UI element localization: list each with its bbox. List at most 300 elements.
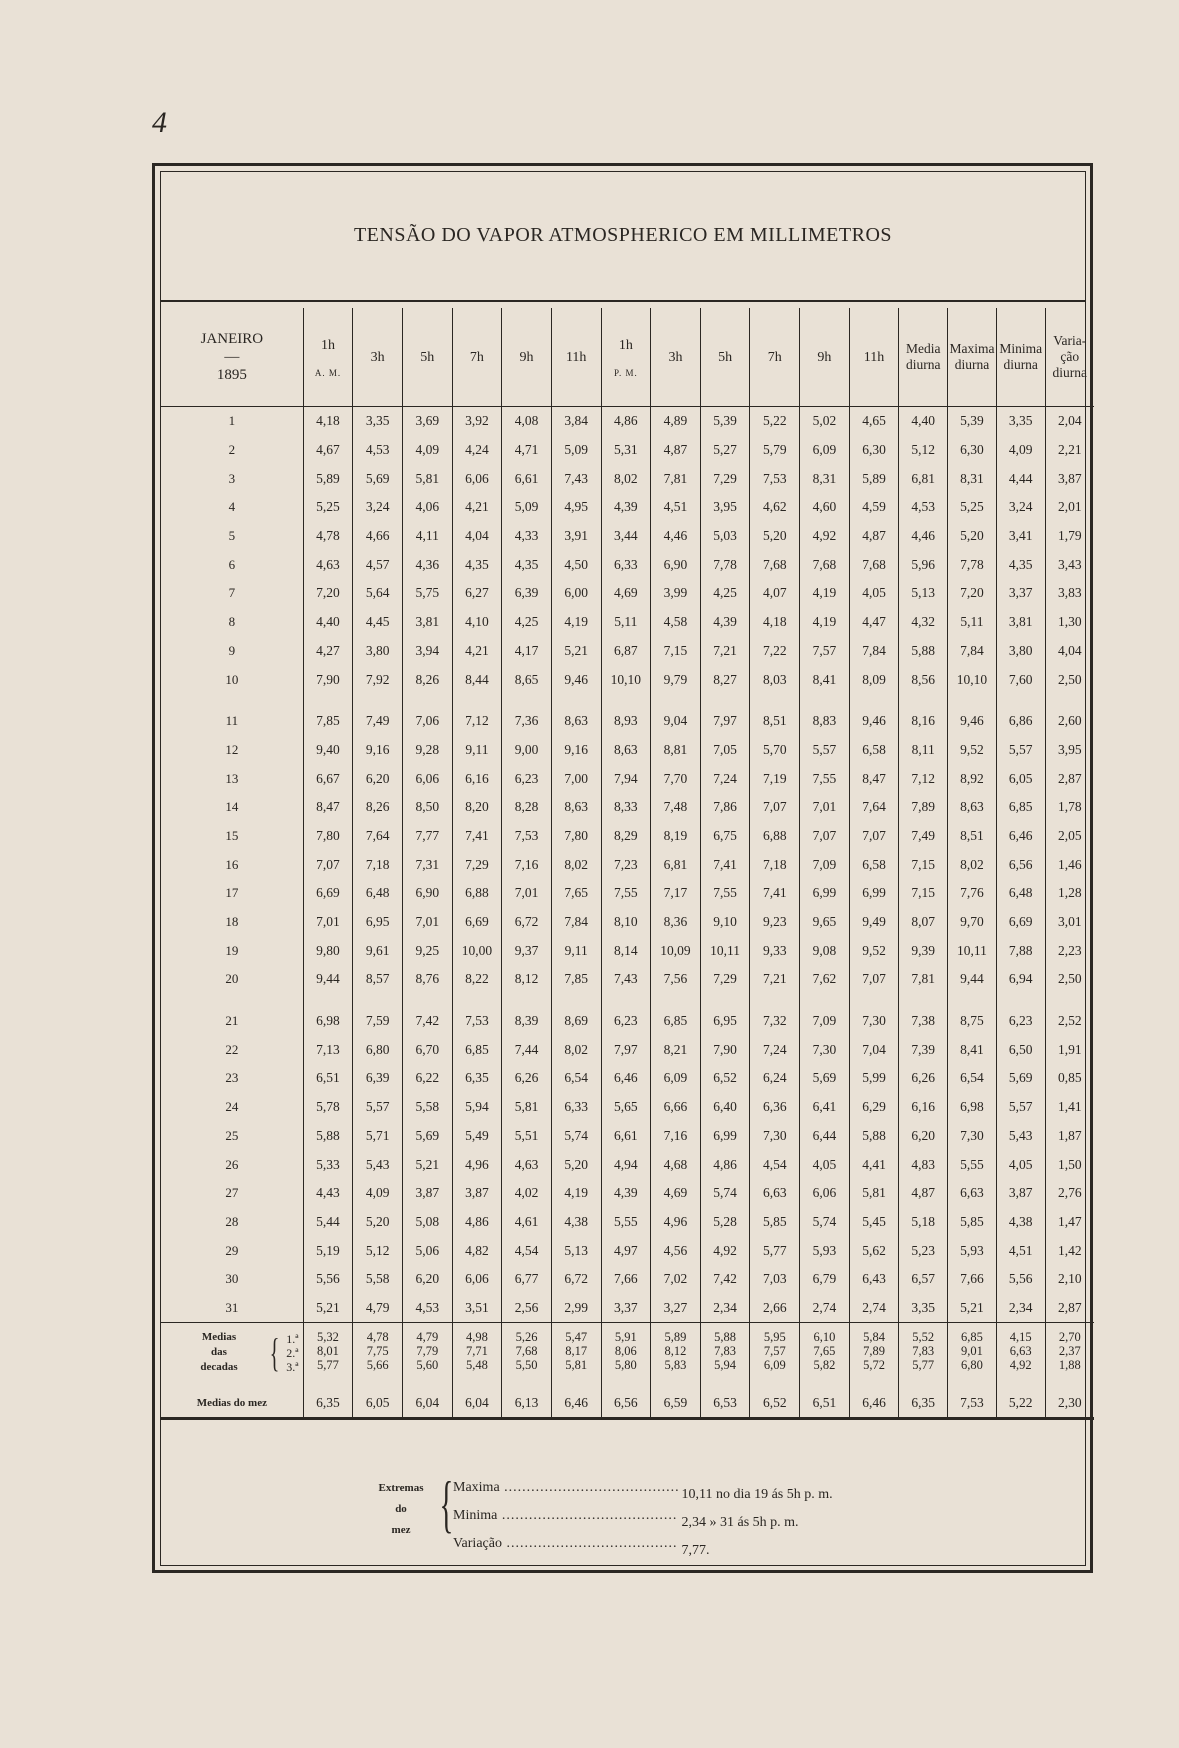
value-cell: 4,33 (502, 522, 552, 551)
value-cell: 8,27 (700, 665, 750, 694)
value-cell: 6,41 (800, 1093, 850, 1122)
day-cell: 10 (225, 671, 239, 687)
value-cell: 9,49 (849, 908, 899, 937)
value-cell: 6,00 (551, 579, 601, 608)
value-cell: 7,53 (750, 464, 800, 493)
value-cell: 3,80 (353, 637, 403, 666)
extreme-maxima: Maxima ..... 10,11 no dia 19 ás 5h p. m. (453, 1477, 833, 1505)
value-cell: 6,58 (849, 736, 899, 765)
value-cell: 7,24 (750, 1035, 800, 1064)
value-cell: 6,35 (452, 1064, 502, 1093)
value-cell: 5,22 (750, 407, 800, 436)
day-cell: 24 (225, 1099, 239, 1115)
value-cell: 6,06 (452, 1265, 502, 1294)
value-cell: 4,04 (1045, 637, 1094, 666)
value-cell: 7,78 (948, 550, 997, 579)
value-cell: 9,65 (800, 908, 850, 937)
value-cell: 5,18 (899, 1208, 948, 1237)
value-cell: 9,00 (502, 736, 552, 765)
month-mean-cell: 2,30 (1045, 1378, 1094, 1418)
value-cell: 9,40 (303, 736, 353, 765)
value-cell: 9,37 (502, 936, 552, 965)
value-cell: 8,14 (601, 936, 651, 965)
value-cell: 5,81 (402, 464, 452, 493)
value-cell: 2,60 (1045, 694, 1094, 736)
year-label: 1895 (216, 367, 247, 383)
value-cell: 8,50 (402, 793, 452, 822)
value-cell: 7,07 (849, 822, 899, 851)
value-cell: 6,94 (996, 965, 1045, 994)
day-cell: 16 (225, 856, 239, 872)
month-means-label: Medias do mez (161, 1378, 303, 1418)
day-cell: 18 (225, 914, 239, 930)
value-cell: 8,26 (402, 665, 452, 694)
value-cell: 7,64 (353, 822, 403, 851)
value-cell: 7,85 (551, 965, 601, 994)
value-cell: 6,23 (502, 764, 552, 793)
decade-mean-cell: 5,95 7,57 6,09 (750, 1323, 800, 1379)
value-cell: 6,54 (551, 1064, 601, 1093)
value-cell: 7,07 (800, 822, 850, 851)
value-cell: 6,85 (996, 793, 1045, 822)
value-cell: 5,13 (551, 1236, 601, 1265)
value-cell: 7,80 (303, 822, 353, 851)
value-cell: 4,39 (601, 493, 651, 522)
value-cell: 1,47 (1045, 1208, 1094, 1237)
value-cell: 7,90 (700, 1035, 750, 1064)
value-cell: 6,72 (502, 908, 552, 937)
table-row (161, 1093, 1094, 1122)
value-cell: 4,38 (996, 1208, 1045, 1237)
value-cell: 7,81 (651, 464, 701, 493)
value-cell: 8,63 (601, 736, 651, 765)
value-cell: 8,44 (452, 665, 502, 694)
value-cell: 7,18 (750, 850, 800, 879)
value-cell: 8,11 (899, 736, 948, 765)
page-title: TENSÃO DO VAPOR ATMOSPHERICO EM MILLIMETROS (353, 224, 893, 246)
value-cell: 5,51 (502, 1122, 552, 1151)
month-mean-cell: 7,53 (948, 1378, 997, 1418)
value-cell: 7,09 (800, 850, 850, 879)
table-row (161, 1150, 1094, 1179)
value-cell: 8,02 (601, 464, 651, 493)
value-cell: 4,69 (651, 1179, 701, 1208)
value-cell: 7,41 (700, 850, 750, 879)
value-cell: 6,95 (353, 908, 403, 937)
day-cell: 3 (228, 470, 236, 486)
value-cell: 6,09 (651, 1064, 701, 1093)
value-cell: 4,19 (551, 608, 601, 637)
brace-icon: { (439, 1468, 454, 1539)
value-cell: 7,68 (849, 550, 899, 579)
value-cell: 3,51 (452, 1294, 502, 1323)
value-cell: 4,38 (551, 1208, 601, 1237)
value-cell: 7,97 (700, 694, 750, 736)
value-cell: 6,85 (452, 1035, 502, 1064)
value-cell: 7,57 (800, 637, 850, 666)
value-cell: 7,12 (452, 694, 502, 736)
value-cell: 7,39 (899, 1035, 948, 1064)
value-cell: 7,68 (750, 550, 800, 579)
value-cell: 3,94 (402, 637, 452, 666)
value-cell: 4,10 (452, 608, 502, 637)
value-cell: 7,32 (750, 994, 800, 1036)
table-row (161, 736, 1094, 765)
value-cell: 5,71 (353, 1122, 403, 1151)
value-cell: 6,69 (303, 879, 353, 908)
value-cell: 8,22 (452, 965, 502, 994)
day-cell: 2 (228, 442, 236, 458)
value-cell: 4,87 (651, 436, 701, 465)
value-cell: 4,17 (502, 637, 552, 666)
value-cell: 6,99 (800, 879, 850, 908)
value-cell: 7,88 (996, 936, 1045, 965)
value-cell: 6,44 (800, 1122, 850, 1151)
value-cell: 7,02 (651, 1265, 701, 1294)
value-cell: 2,76 (1045, 1179, 1094, 1208)
hour-header: 11h (849, 308, 899, 407)
value-cell: 4,46 (651, 522, 701, 551)
value-cell: 4,24 (452, 436, 502, 465)
value-cell: 8,63 (551, 694, 601, 736)
value-cell: 7,16 (502, 850, 552, 879)
value-cell: 4,25 (502, 608, 552, 637)
value-cell: 10,10 (948, 665, 997, 694)
value-cell: 7,41 (452, 822, 502, 851)
value-cell: 7,07 (750, 793, 800, 822)
value-cell: 6,88 (750, 822, 800, 851)
value-cell: 5,74 (700, 1179, 750, 1208)
value-cell: 5,88 (899, 637, 948, 666)
decade-mean-cell: 5,84 7,89 5,72 (849, 1323, 899, 1379)
value-cell: 7,44 (502, 1035, 552, 1064)
value-cell: 4,51 (996, 1236, 1045, 1265)
value-cell: 6,40 (700, 1093, 750, 1122)
value-cell: 8,36 (651, 908, 701, 937)
value-cell: 6,86 (996, 694, 1045, 736)
value-cell: 2,04 (1045, 407, 1094, 436)
value-cell: 5,39 (948, 407, 997, 436)
value-cell: 5,44 (303, 1208, 353, 1237)
value-cell: 4,62 (750, 493, 800, 522)
day-cell: 30 (225, 1271, 239, 1287)
value-cell: 4,35 (452, 550, 502, 579)
value-cell: 7,62 (800, 965, 850, 994)
value-cell: 6,61 (601, 1122, 651, 1151)
value-cell: 2,52 (1045, 994, 1094, 1036)
value-cell: 5,81 (502, 1093, 552, 1122)
month-label: JANEIRO (200, 331, 264, 347)
value-cell: 5,09 (502, 493, 552, 522)
value-cell: 4,61 (502, 1208, 552, 1237)
day-cell: 27 (225, 1185, 239, 1201)
value-cell: 4,87 (899, 1179, 948, 1208)
value-cell: 6,70 (402, 1035, 452, 1064)
value-cell: 7,23 (601, 850, 651, 879)
value-cell: 5,79 (750, 436, 800, 465)
value-cell: 4,86 (700, 1150, 750, 1179)
value-cell: 5,75 (402, 579, 452, 608)
value-cell: 5,74 (551, 1122, 601, 1151)
value-cell: 8,26 (353, 793, 403, 822)
table-row (161, 1064, 1094, 1093)
value-cell: 6,23 (996, 994, 1045, 1036)
value-cell: 9,44 (303, 965, 353, 994)
value-cell: 2,21 (1045, 436, 1094, 465)
value-cell: 4,92 (700, 1236, 750, 1265)
value-cell: 8,02 (551, 850, 601, 879)
value-cell: 4,40 (303, 608, 353, 637)
value-cell: 8,19 (651, 822, 701, 851)
value-cell: 8,33 (601, 793, 651, 822)
value-cell: 4,71 (502, 436, 552, 465)
value-cell: 10,00 (452, 936, 502, 965)
value-cell: 9,79 (651, 665, 701, 694)
value-cell: 7,92 (353, 665, 403, 694)
value-cell: 1,91 (1045, 1035, 1094, 1064)
value-cell: 1,30 (1045, 608, 1094, 637)
value-cell: 5,85 (948, 1208, 997, 1237)
day-cell: 11 (225, 713, 239, 729)
hour-header: 7h (750, 308, 800, 407)
value-cell: 5,11 (948, 608, 997, 637)
value-cell: 7,01 (303, 908, 353, 937)
value-cell: 5,11 (601, 608, 651, 637)
hour-header: 11h (551, 308, 601, 407)
value-cell: 4,18 (750, 608, 800, 637)
value-cell: 7,85 (303, 694, 353, 736)
value-cell: 6,77 (502, 1265, 552, 1294)
pm-label: P. M. (613, 367, 638, 378)
value-cell: 9,52 (948, 736, 997, 765)
value-cell: 5,89 (849, 464, 899, 493)
value-cell: 4,68 (651, 1150, 701, 1179)
month-mean-cell: 6,35 (303, 1378, 353, 1418)
decade-mean-cell: 5,91 8,06 5,80 (601, 1323, 651, 1379)
value-cell: 3,44 (601, 522, 651, 551)
value-cell: 7,43 (601, 965, 651, 994)
value-cell: 4,60 (800, 493, 850, 522)
value-cell: 7,53 (452, 994, 502, 1036)
value-cell: 9,08 (800, 936, 850, 965)
value-cell: 3,01 (1045, 908, 1094, 937)
value-cell: 4,66 (353, 522, 403, 551)
table-row (161, 850, 1094, 879)
value-cell: 6,20 (353, 764, 403, 793)
value-cell: 5,20 (551, 1150, 601, 1179)
value-cell: 7,60 (996, 665, 1045, 694)
value-cell: 5,28 (700, 1208, 750, 1237)
value-cell: 7,49 (353, 694, 403, 736)
value-cell: 5,25 (948, 493, 997, 522)
value-cell: 5,70 (750, 736, 800, 765)
value-cell: 5,81 (849, 1179, 899, 1208)
value-cell: 4,96 (651, 1208, 701, 1237)
value-cell: 7,84 (551, 908, 601, 937)
value-cell: 2,34 (700, 1294, 750, 1323)
month-mean-cell: 6,52 (750, 1378, 800, 1418)
value-cell: 9,23 (750, 908, 800, 937)
value-cell: 8,81 (651, 736, 701, 765)
table-row (161, 464, 1094, 493)
month-mean-cell: 6,53 (700, 1378, 750, 1418)
value-cell: 7,15 (899, 850, 948, 879)
value-cell: 5,69 (800, 1064, 850, 1093)
table-row (161, 522, 1094, 551)
value-cell: 5,88 (849, 1122, 899, 1151)
value-cell: 10,10 (601, 665, 651, 694)
value-cell: 4,94 (601, 1150, 651, 1179)
value-cell: 4,53 (402, 1294, 452, 1323)
decade-mean-cell: 5,26 7,68 5,50 (502, 1323, 552, 1379)
value-cell: 7,15 (899, 879, 948, 908)
value-cell: 2,56 (502, 1294, 552, 1323)
value-cell: 5,19 (303, 1236, 353, 1265)
value-cell: 6,06 (402, 764, 452, 793)
table-row (161, 1236, 1094, 1265)
table-row (161, 407, 1094, 436)
value-cell: 6,81 (899, 464, 948, 493)
value-cell: 8,41 (948, 1035, 997, 1064)
value-cell: 4,32 (899, 608, 948, 637)
value-cell: 9,16 (353, 736, 403, 765)
value-cell: 4,47 (849, 608, 899, 637)
decade-mean-cell: 4,79 7,79 5,60 (402, 1323, 452, 1379)
value-cell: 7,84 (948, 637, 997, 666)
table-row (161, 908, 1094, 937)
month-means-row (161, 1378, 1094, 1418)
hour-header: 9h (800, 308, 850, 407)
value-cell: 9,70 (948, 908, 997, 937)
value-cell: 9,61 (353, 936, 403, 965)
value-cell: 3,81 (996, 608, 1045, 637)
day-cell: 28 (225, 1213, 239, 1229)
decade-mean-cell: 2,70 2,37 1,88 (1045, 1323, 1094, 1379)
value-cell: 5,49 (452, 1122, 502, 1151)
table-row (161, 764, 1094, 793)
value-cell: 8,10 (601, 908, 651, 937)
value-cell: 4,89 (651, 407, 701, 436)
value-cell: 6,26 (502, 1064, 552, 1093)
value-cell: 6,79 (800, 1265, 850, 1294)
value-cell: 8,63 (948, 793, 997, 822)
value-cell: 7,76 (948, 879, 997, 908)
value-cell: 6,20 (899, 1122, 948, 1151)
value-cell: 6,30 (948, 436, 997, 465)
value-cell: 6,06 (452, 464, 502, 493)
value-cell: 6,50 (996, 1035, 1045, 1064)
value-cell: 7,15 (651, 637, 701, 666)
value-cell: 8,02 (948, 850, 997, 879)
value-cell: 5,21 (948, 1294, 997, 1323)
value-cell: 7,01 (502, 879, 552, 908)
table-row (161, 608, 1094, 637)
value-cell: 5,21 (551, 637, 601, 666)
value-cell: 4,79 (353, 1294, 403, 1323)
value-cell: 4,44 (996, 464, 1045, 493)
table-inner (160, 171, 1086, 1566)
brace-icon: { (269, 1329, 280, 1375)
value-cell: 4,11 (402, 522, 452, 551)
value-cell: 6,09 (800, 436, 850, 465)
decade-mean-cell: 4,98 7,71 5,48 (452, 1323, 502, 1379)
value-cell: 7,13 (303, 1035, 353, 1064)
day-cell: 17 (225, 885, 239, 901)
value-cell: 7,29 (700, 965, 750, 994)
value-cell: 5,43 (353, 1150, 403, 1179)
value-cell: 8,69 (551, 994, 601, 1036)
value-cell: 4,97 (601, 1236, 651, 1265)
value-cell: 4,05 (849, 579, 899, 608)
value-cell: 8,47 (303, 793, 353, 822)
table-row (161, 665, 1094, 694)
value-cell: 5,57 (800, 736, 850, 765)
value-cell: 6,33 (601, 550, 651, 579)
month-mean-cell: 6,56 (601, 1378, 651, 1418)
value-cell: 4,27 (303, 637, 353, 666)
value-cell: 10,11 (948, 936, 997, 965)
day-cell: 23 (225, 1070, 239, 1086)
value-cell: 6,63 (750, 1179, 800, 1208)
value-cell: 6,46 (601, 1064, 651, 1093)
value-cell: 6,90 (402, 879, 452, 908)
value-cell: 5,39 (700, 407, 750, 436)
table-row (161, 637, 1094, 666)
value-cell: 1,41 (1045, 1093, 1094, 1122)
value-cell: 2,50 (1045, 665, 1094, 694)
value-cell: 6,80 (353, 1035, 403, 1064)
value-cell: 7,70 (651, 764, 701, 793)
value-cell: 6,36 (750, 1093, 800, 1122)
value-cell: 6,39 (353, 1064, 403, 1093)
day-cell: 9 (228, 642, 236, 658)
value-cell: 4,25 (700, 579, 750, 608)
value-cell: 1,46 (1045, 850, 1094, 879)
hour-header: 7h (452, 308, 502, 407)
decade-mean-cell: 5,32 8,01 5,77 (303, 1323, 353, 1379)
value-cell: 4,50 (551, 550, 601, 579)
value-cell: 5,43 (996, 1122, 1045, 1151)
value-cell: 1,50 (1045, 1150, 1094, 1179)
value-cell: 7,03 (750, 1265, 800, 1294)
value-cell: 5,23 (899, 1236, 948, 1265)
value-cell: 7,77 (402, 822, 452, 851)
value-cell: 9,80 (303, 936, 353, 965)
value-cell: 4,19 (800, 608, 850, 637)
value-cell: 3,24 (353, 493, 403, 522)
value-cell: 8,47 (849, 764, 899, 793)
table-frame (152, 163, 1093, 1573)
value-cell: 7,80 (551, 822, 601, 851)
stat-header: Media diurna (899, 308, 948, 407)
value-cell: 3,87 (996, 1179, 1045, 1208)
value-cell: 4,21 (452, 637, 502, 666)
value-cell: 7,65 (551, 879, 601, 908)
value-cell: 3,69 (402, 407, 452, 436)
value-cell: 8,12 (502, 965, 552, 994)
day-cell: 15 (225, 827, 239, 843)
value-cell: 7,31 (402, 850, 452, 879)
value-cell: 7,56 (651, 965, 701, 994)
value-cell: 5,45 (849, 1208, 899, 1237)
table-row (161, 493, 1094, 522)
value-cell: 7,17 (651, 879, 701, 908)
value-cell: 9,33 (750, 936, 800, 965)
value-cell: 9,46 (849, 694, 899, 736)
value-cell: 6,95 (700, 994, 750, 1036)
value-cell: 7,00 (551, 764, 601, 793)
month-mean-cell: 6,05 (353, 1378, 403, 1418)
